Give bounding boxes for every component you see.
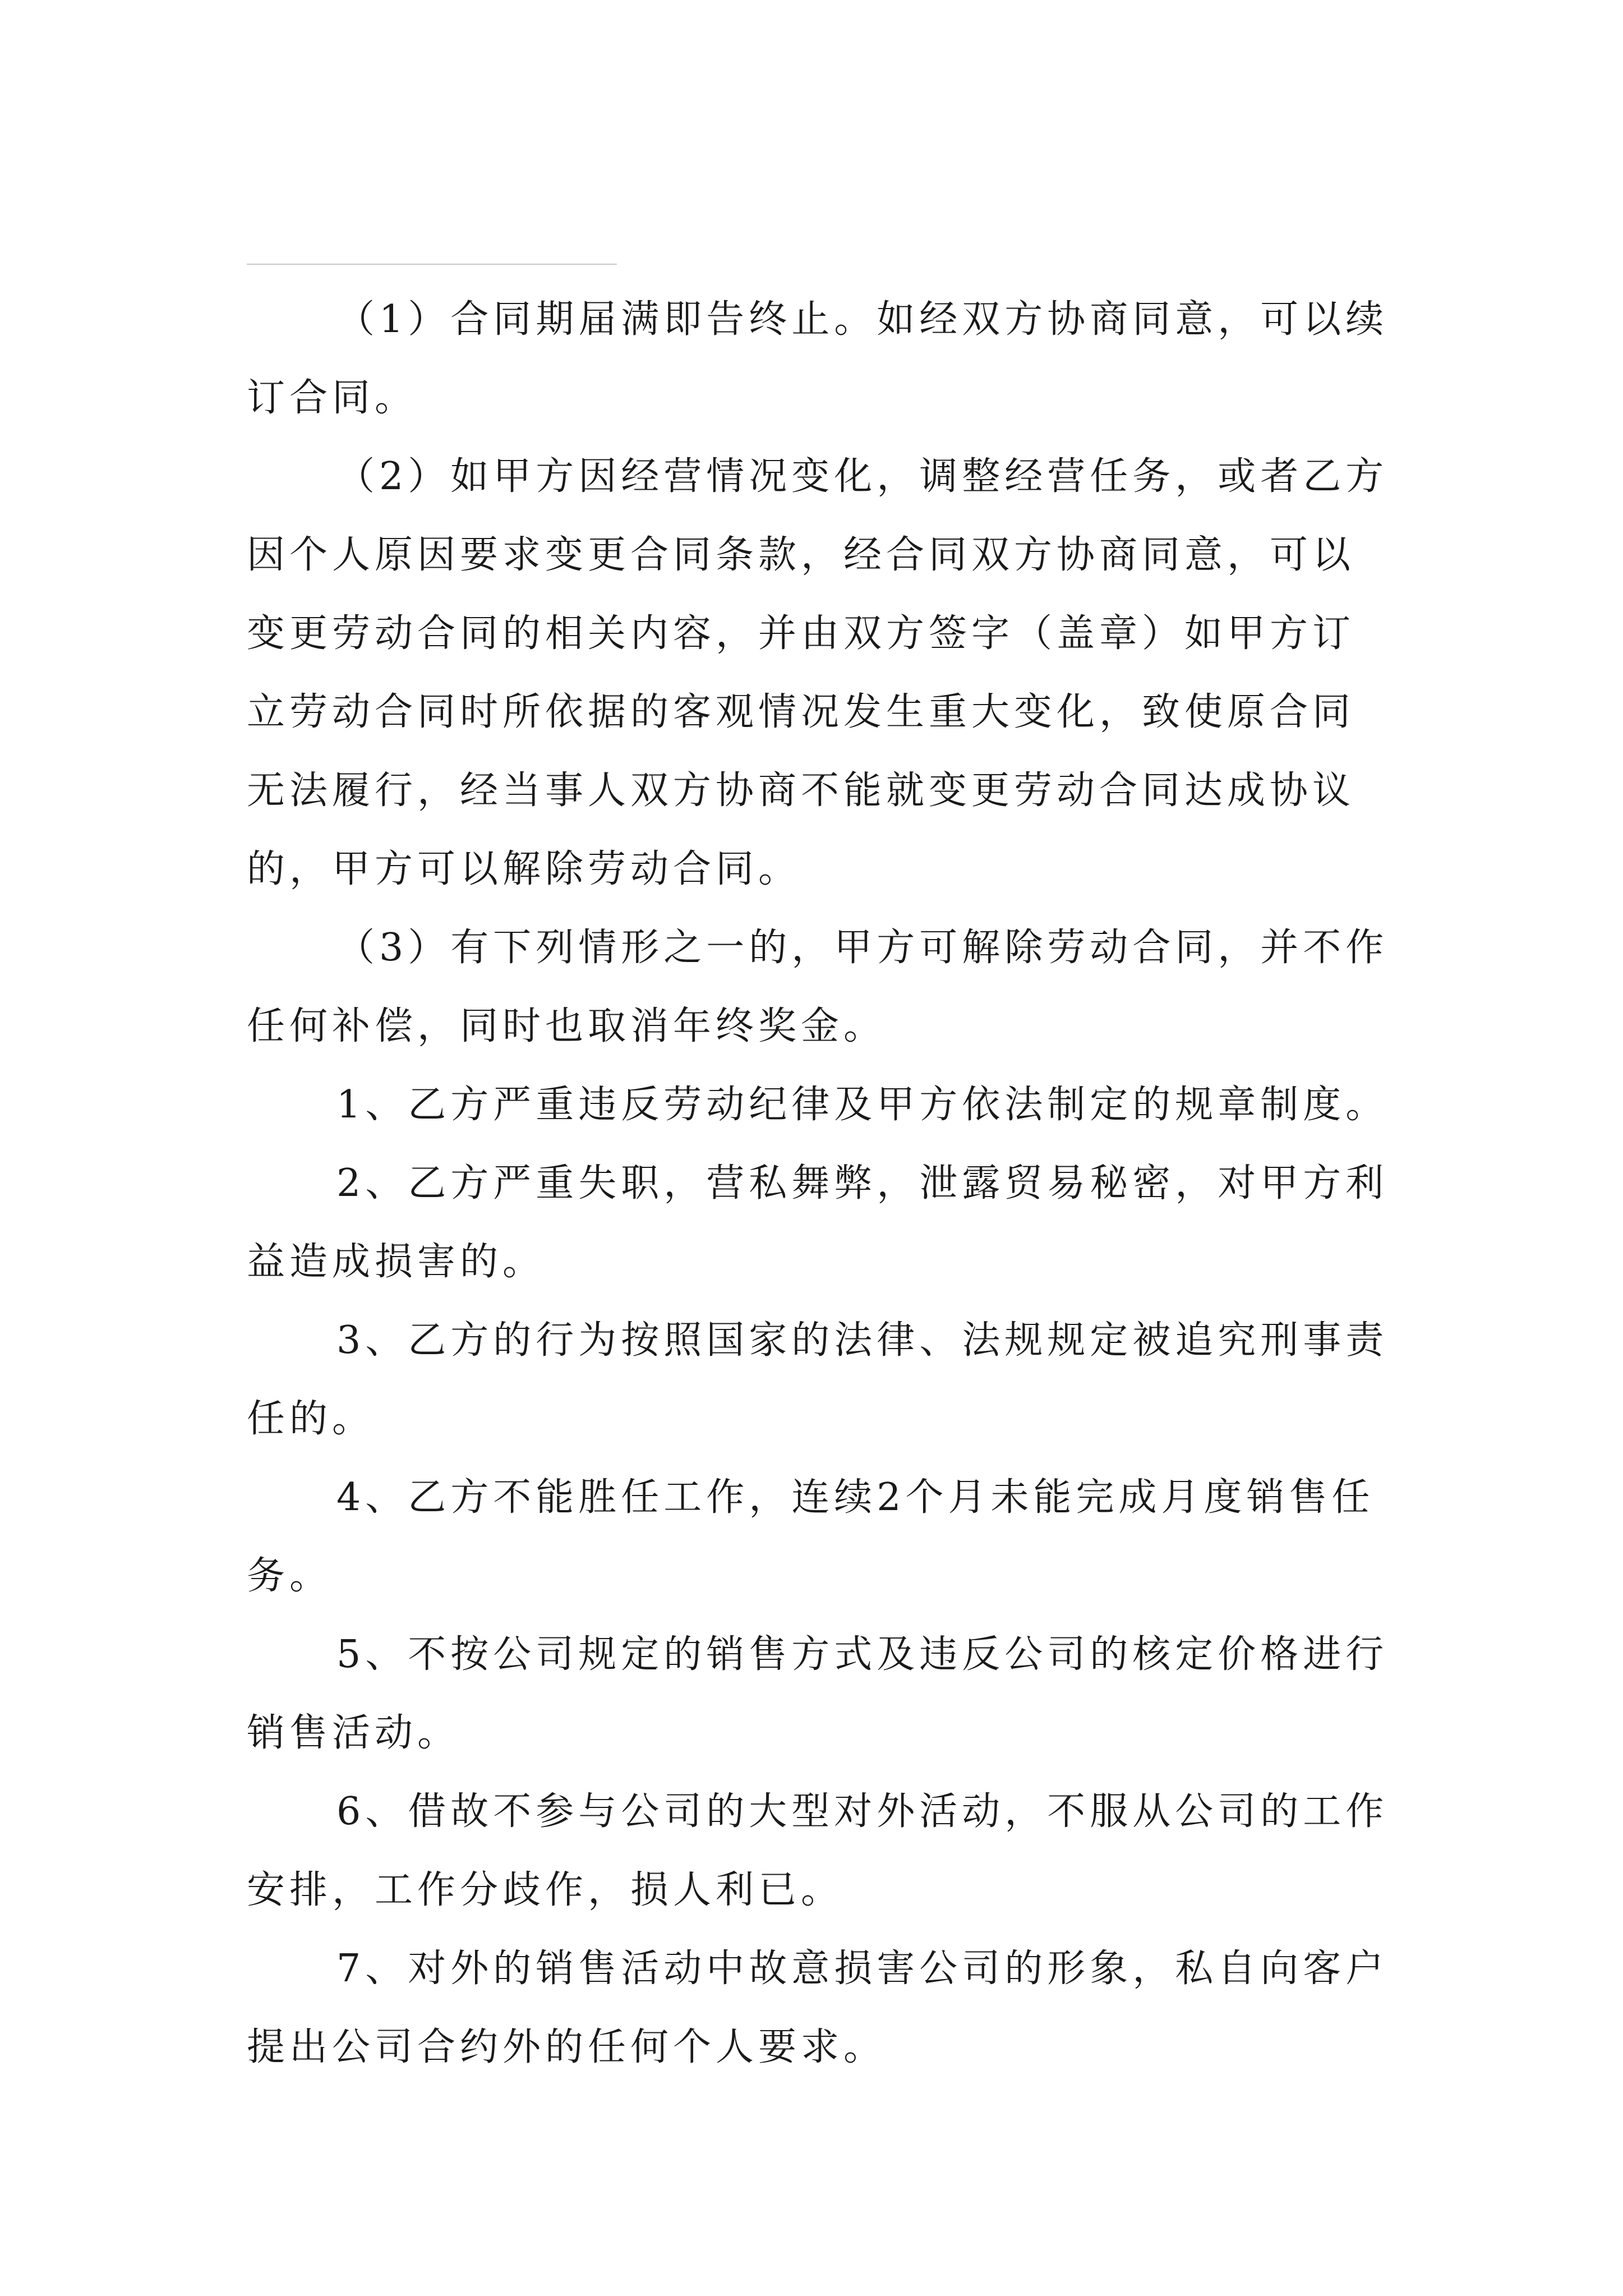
- paragraph-clause-3: （3）有下列情形之一的，甲方可解除劳动合同，并不作任何补偿，同时也取消年终奖金。: [247, 926, 1389, 1048]
- list-item-6: 6、借故不参与公司的大型对外活动，不服从公司的工作安排，工作分歧作，损人利已。: [247, 1789, 1389, 1912]
- list-item-4: 4、乙方不能胜任工作，连续2个月未能完成月度销售任务。: [247, 1475, 1375, 1598]
- list-item-7: 7、对外的销售活动中故意损害公司的形象，私自向客户提出公司合约外的任何个人要求。: [247, 1947, 1389, 2069]
- paragraph-clause-2: （2）如甲方因经营情况变化，调整经营任务，或者乙方因个人原因要求变更合同条款，经合同双方协商同意，可以变更劳动合同的相关内容，并由双方签字（盖章）如甲方订立劳动合同时所依据的客观情况发生重大变化，致使原合同无法履行，经当事人双方协商不能就变更劳动合同达成协议的，甲方可以解除劳动合同。: [247, 454, 1389, 891]
- document-body: [247, 280, 1391, 2087]
- list-item-1: 1、乙方严重违反劳动纪律及甲方依法制定的规章制度。: [336, 1083, 1389, 1127]
- header-divider: [247, 264, 617, 265]
- list-item-5: 5、不按公司规定的销售方式及违反公司的核定价格进行销售活动。: [247, 1632, 1389, 1755]
- paragraph-clause-1: （1）合同期届满即告终止。如经双方协商同意，可以续订合同。: [247, 297, 1389, 420]
- list-item-3: 3、乙方的行为按照国家的法律、法规规定被追究刑事责任的。: [247, 1318, 1389, 1441]
- list-item-2: 2、乙方严重失职，营私舞弊，泄露贸易秘密，对甲方利益造成损害的。: [247, 1161, 1389, 1284]
